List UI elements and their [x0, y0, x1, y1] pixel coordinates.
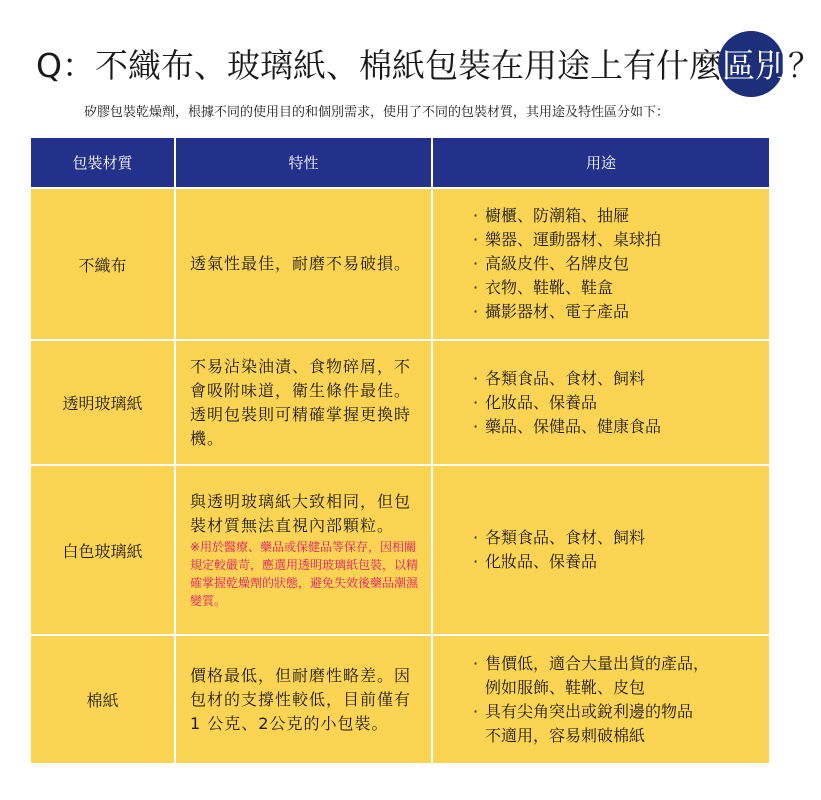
- use-item: · 化妝品、保養品: [473, 391, 759, 415]
- feature-cell: 透氣性最佳，耐磨不易破損。: [175, 188, 432, 340]
- use-item: · 攝影器材、電子產品: [473, 300, 759, 324]
- header-feature: 特性: [175, 138, 432, 188]
- use-item: · 樂器、運動器材、桌球拍: [473, 228, 759, 252]
- use-item-continued: 例如服飾、鞋靴、皮包: [485, 677, 646, 697]
- uses-cell: [432, 188, 769, 340]
- table-row-nonwoven: [31, 188, 769, 340]
- packaging-comparison-table: [31, 138, 769, 763]
- feature-cell: 價格最低，但耐磨性略差。因包材的支撐性較低，目前僅有 1 公克、2公克的小包裝。: [175, 635, 432, 763]
- table-row-cotton-paper: [31, 635, 769, 763]
- use-item: · 化妝品、保養品: [473, 550, 759, 574]
- title-suffix: ？: [787, 46, 821, 85]
- header-uses: 用途: [432, 138, 769, 188]
- table-row-clear-glassine: [31, 340, 769, 465]
- uses-cell: [432, 635, 769, 763]
- use-item: · 藥品、保健品、健康食品: [473, 415, 759, 439]
- material-cell: 棉紙: [31, 635, 175, 763]
- use-item: · 各類食品、食材、飼料: [473, 526, 759, 550]
- feature-cell: 不易沾染油漬、食物碎屑，不會吸附味道，衛生條件最佳。透明包裝則可精確掌握更換時機。: [175, 340, 432, 465]
- feature-cell: [175, 465, 432, 635]
- uses-cell: [432, 465, 769, 635]
- title-prefix: Q：不織布、玻璃紙、棉紙包裝在用途上有什麼: [36, 46, 722, 85]
- table-row-white-glassine: [31, 465, 769, 635]
- use-item: · 各類食品、食材、飼料: [473, 367, 759, 391]
- use-item: · 具有尖角突出或銳利邊的物品: [473, 700, 759, 724]
- use-item: · 售價低，適合大量出貨的產品，: [473, 652, 759, 676]
- material-cell: 透明玻璃紙: [31, 340, 175, 465]
- material-cell: 不織布: [31, 188, 175, 340]
- use-item: · 櫥櫃、防潮箱、抽屜: [473, 204, 759, 228]
- material-cell: 白色玻璃紙: [31, 465, 175, 635]
- use-item: · 衣物、鞋靴、鞋盒: [473, 276, 759, 300]
- table-header-row: [31, 138, 769, 188]
- feature-text: 與透明玻璃紙大致相同，但包裝材質無法直視內部顆粒。: [190, 492, 412, 535]
- header-material: 包裝材質: [31, 138, 175, 188]
- page-title: [36, 40, 821, 92]
- title-highlight: 區別: [722, 40, 788, 92]
- use-item-continued: 不適用，容易刺破棉紙: [485, 725, 646, 745]
- medical-note: ※用於醫療、藥品或保健品等保存，因相關規定較嚴苛，應選用透明玻璃紙包裝，以精確掌握乾燥劑的狀態，避免失效後藥品潮濕變質。: [190, 540, 419, 608]
- use-item: · 高級皮件、名牌皮包: [473, 252, 759, 276]
- page-subtitle: 矽膠包裝乾燥劑，根據不同的使用目的和個別需求，使用了不同的包裝材質，其用途及特性區分如下：: [84, 105, 670, 120]
- uses-cell: [432, 340, 769, 465]
